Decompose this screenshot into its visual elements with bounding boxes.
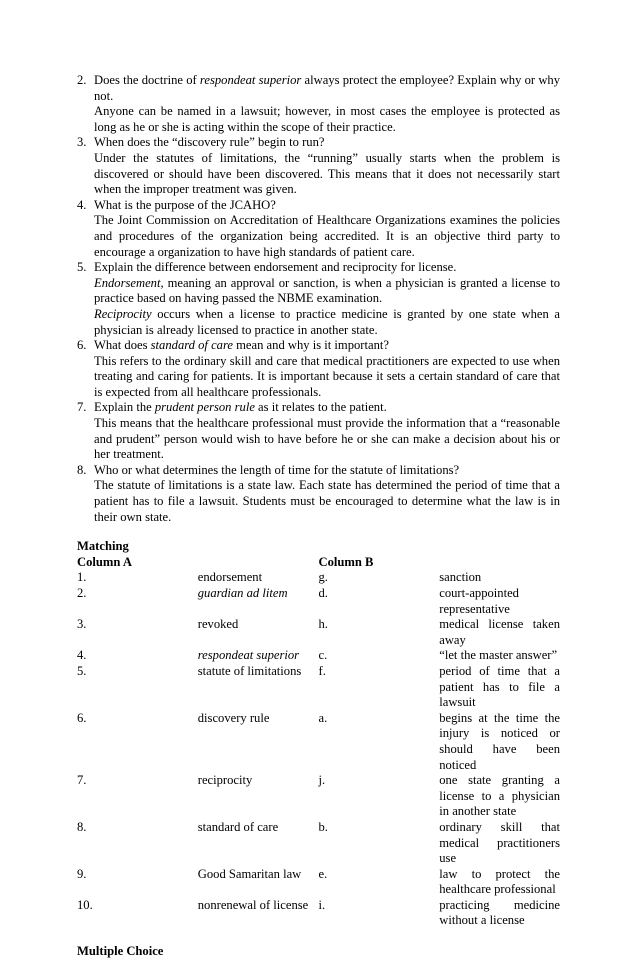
column-a-term: guardian ad litem xyxy=(197,586,288,600)
question-text-segment: Explain the difference between endorsement and reciprocity for license. xyxy=(94,260,457,275)
answer-text xyxy=(94,354,560,401)
matching-row xyxy=(77,867,560,898)
matching-heading: Matching xyxy=(77,539,129,554)
column-a-number: 8. xyxy=(77,819,87,834)
column-b-definition: one state granting a license to a physician in another state xyxy=(439,773,560,819)
column-a-number: 5. xyxy=(77,663,87,678)
answer-text-segment: Anyone can be named in a lawsuit; however, in most cases the employee is protected as long as he or she is acting within the scope of their practice. xyxy=(94,104,560,134)
answer-text xyxy=(94,151,560,198)
question-text xyxy=(94,73,560,104)
question-number: 8. xyxy=(77,462,87,477)
column-a-term: discovery rule xyxy=(197,710,270,725)
question-number: 7. xyxy=(77,400,87,415)
question-item xyxy=(77,135,560,197)
question-body xyxy=(94,463,560,525)
answer-text xyxy=(94,276,560,307)
column-a-heading: Column A xyxy=(77,554,132,569)
question-body xyxy=(94,338,560,400)
column-b-definition: court-appointed representative xyxy=(439,586,519,616)
question-text-segment: Explain the xyxy=(94,400,155,415)
question-item xyxy=(77,400,560,462)
question-answer-list xyxy=(77,73,560,525)
column-a-number: 9. xyxy=(77,866,87,881)
column-a-term: endorsement xyxy=(197,570,263,585)
matching-row xyxy=(77,711,560,773)
answer-text xyxy=(94,213,560,260)
answer-text-segment: This refers to the ordinary skill and care that medical practitioners are expected to use when treating and caring for patients. It is important because it sets a certain standard of care that is expected from all healthcare professionals. xyxy=(94,353,560,399)
answer-text-segment: occurs when a license to practice medicine is granted by one state when a physician is already licensed to practice in another state. xyxy=(94,306,560,337)
question-item xyxy=(77,73,560,135)
question-text-segment: Does the doctrine of xyxy=(94,73,200,87)
question-body xyxy=(94,400,560,462)
matching-row xyxy=(77,617,560,648)
matching-row xyxy=(77,586,560,617)
answer-text xyxy=(94,416,560,463)
column-a-term: nonrenewal of license xyxy=(197,897,309,912)
question-number: 2. xyxy=(77,73,87,87)
answer-italic-term: Endorsement, xyxy=(94,275,164,290)
question-item xyxy=(77,463,560,525)
question-italic-term: standard of care xyxy=(150,338,233,353)
answer-text-segment: The statute of limitations is a state law. Each state has determined the period of time that a patient has to file a lawsuit. Students must be encouraged to determine what the law is in their own state. xyxy=(94,478,560,524)
column-b-letter: f. xyxy=(318,663,326,678)
answer-italic-term: Reciprocity xyxy=(94,306,152,321)
column-b-letter: a. xyxy=(318,710,328,725)
question-text-segment: Who or what determines the length of time for the statute of limitations? xyxy=(94,462,460,477)
matching-row xyxy=(77,820,560,867)
matching-row xyxy=(77,773,560,820)
matching-row xyxy=(77,570,560,586)
column-b-letter: j. xyxy=(318,773,326,788)
question-item xyxy=(77,198,560,260)
question-text xyxy=(94,198,560,214)
matching-row xyxy=(77,898,560,929)
question-text-segment: What is the purpose of the JCAHO? xyxy=(94,197,276,212)
question-text xyxy=(94,463,560,479)
column-b-definition: sanction xyxy=(439,570,482,585)
matching-table xyxy=(77,555,560,929)
matching-header-row xyxy=(77,555,560,571)
answer-text-segment: Under the statutes of limitations, the “running” usually starts when the problem is discovered or should have been discovered. This means that it does not necessarily start when the improper treatment was given. xyxy=(94,150,560,197)
answer-text xyxy=(94,307,560,338)
column-a-term: respondeat superior xyxy=(197,648,300,663)
answer-text-segment: This means that the healthcare professional must provide the information that a “reasonable and prudent” person would wish to have before he or she can make a decision about his or her treatment. xyxy=(94,416,560,462)
question-text xyxy=(94,338,560,354)
question-text xyxy=(94,135,560,151)
answer-text-segment: meaning an approval or sanction, is when a physician is granted a license to practice based on having passed the NBME examination. xyxy=(94,275,560,306)
multiple-choice-heading: Multiple Choice xyxy=(77,944,164,959)
column-a-number: 7. xyxy=(77,773,87,788)
question-number: 6. xyxy=(77,338,87,353)
column-a-number: 4. xyxy=(77,648,87,663)
column-a-term: standard of care xyxy=(197,819,279,834)
question-body xyxy=(94,73,560,135)
question-text-segment: as it relates to the patient. xyxy=(254,400,387,415)
column-b-letter: d. xyxy=(318,586,328,600)
column-a-number: 1. xyxy=(77,570,87,585)
column-b-definition: practicing medicine without a license xyxy=(439,897,560,928)
column-b-letter: h. xyxy=(318,617,328,632)
column-b-definition: period of time that a patient has to file a lawsuit xyxy=(439,663,560,710)
question-body xyxy=(94,260,560,338)
question-text-segment: When does the “discovery rule” begin to run? xyxy=(94,135,325,150)
column-b-definition: law to protect the healthcare professional xyxy=(439,866,560,897)
column-b-definition: “let the master answer” xyxy=(439,648,558,663)
question-italic-term: respondeat superior xyxy=(199,73,302,87)
column-b-letter: g. xyxy=(318,570,328,585)
column-a-term: reciprocity xyxy=(197,773,253,788)
answer-text xyxy=(94,478,560,525)
question-number: 3. xyxy=(77,135,87,150)
matching-row xyxy=(77,664,560,711)
question-text-segment: mean and why is it important? xyxy=(232,338,389,353)
column-b-letter: e. xyxy=(318,866,328,881)
question-item xyxy=(77,260,560,338)
question-italic-term: prudent person rule xyxy=(154,400,255,415)
column-b-letter: c. xyxy=(318,648,328,663)
column-b-definition: ordinary skill that medical practitioners use xyxy=(439,819,560,866)
answer-text xyxy=(94,104,560,135)
question-text-segment: What does xyxy=(94,338,151,353)
question-text xyxy=(94,400,560,416)
question-text xyxy=(94,260,560,276)
question-body xyxy=(94,198,560,260)
question-text-segment: always protect the employee? Explain why or why not. xyxy=(94,73,561,103)
matching-row xyxy=(77,648,560,664)
column-a-number: 3. xyxy=(77,617,87,632)
column-b-heading: Column B xyxy=(318,554,374,569)
column-a-number: 2. xyxy=(77,586,87,600)
column-a-term: Good Samaritan law xyxy=(197,866,302,881)
column-b-definition: begins at the time the injury is noticed or should have been noticed xyxy=(439,710,560,772)
column-a-number: 10. xyxy=(77,897,93,912)
question-body xyxy=(94,135,560,197)
question-number: 5. xyxy=(77,260,87,275)
column-b-letter: b. xyxy=(318,819,328,834)
column-a-term: statute of limitations xyxy=(197,663,302,678)
column-b-letter: i. xyxy=(318,897,326,912)
column-a-term: revoked xyxy=(197,617,239,632)
question-item xyxy=(77,338,560,400)
column-b-definition: medical license taken away xyxy=(439,617,560,647)
column-a-number: 6. xyxy=(77,710,87,725)
question-number: 4. xyxy=(77,197,87,212)
answer-text-segment: The Joint Commission on Accreditation of Healthcare Organizations examines the policies and procedures of the organization being accredited. It is an objective third party to encourage a organization to have high standards of patient care. xyxy=(94,213,560,259)
